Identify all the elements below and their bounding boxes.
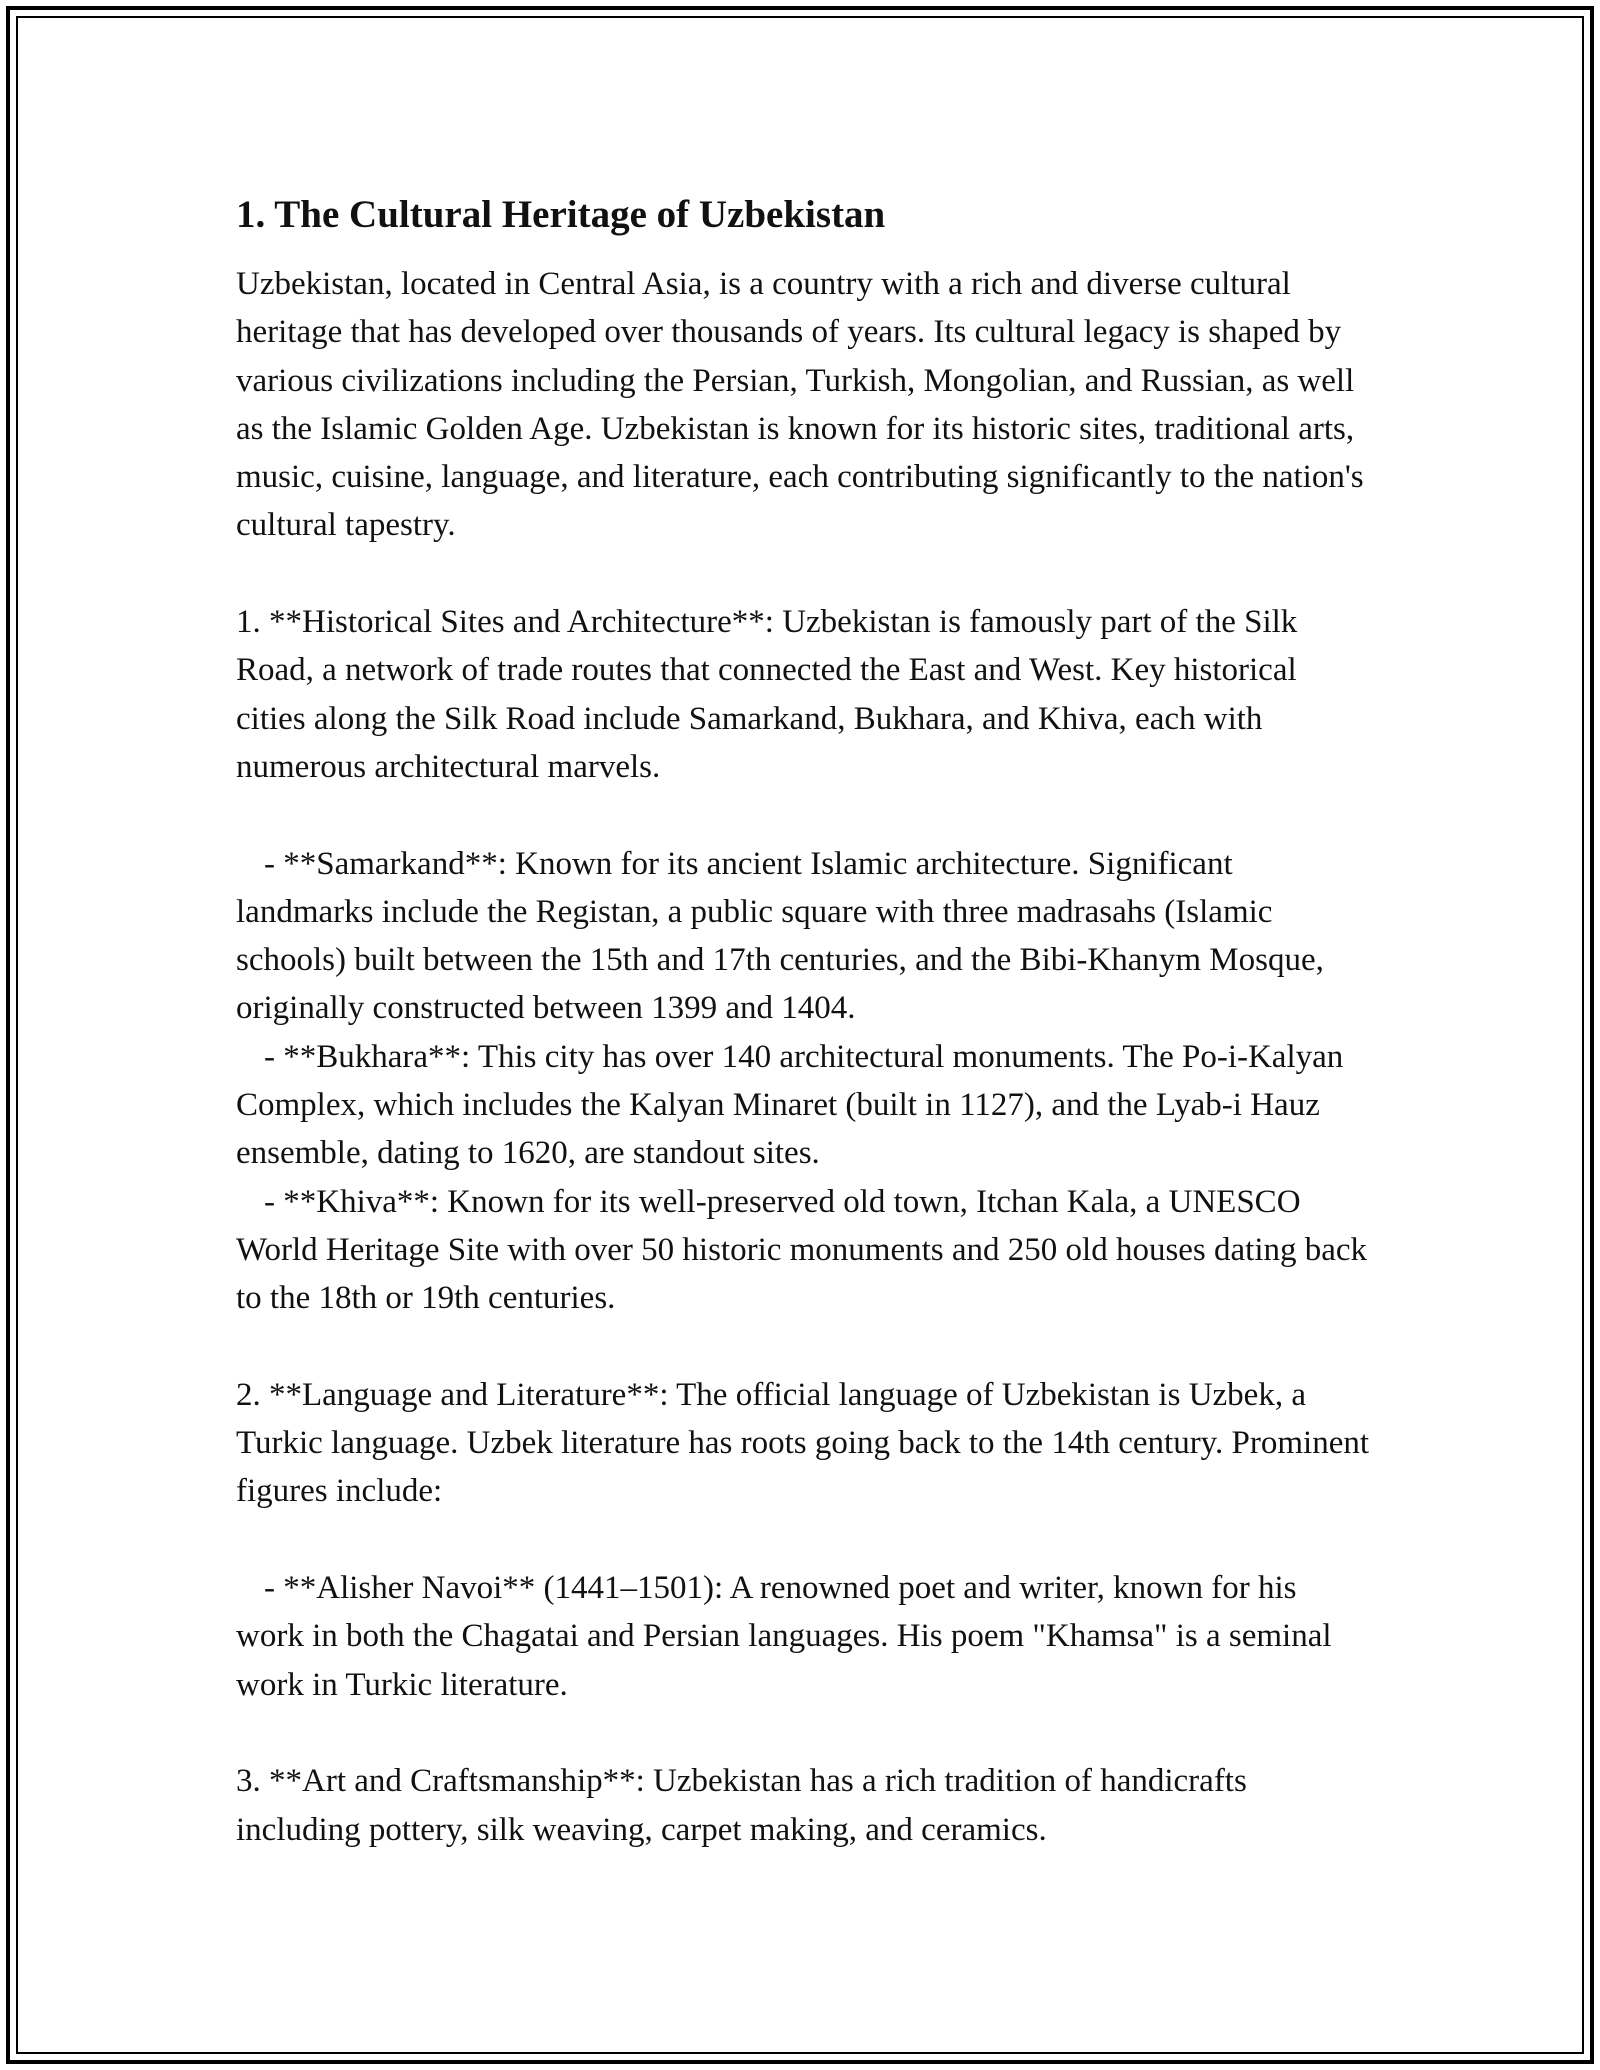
list-item-alisher-navoi: - **Alisher Navoi** (1441–1501): A renowned poet and writer, known for his work in both the Chagatai and Persian languages. His poem "Khamsa" is a seminal work in Turkic literature.: [236, 1570, 1332, 1703]
document-title: 1. The Cultural Heritage of Uzbekistan: [236, 193, 886, 236]
paragraph-gap: [236, 1516, 1371, 1564]
section-historical-sites: 1. **Historical Sites and Architecture**: Uzbekistan is famously part of the Silk Road, a network of trade routes that connected the East and West. Key historical cities along the Silk Road include Samarkand, Bukhara, and Khiva, each with numerous architectural marvels.: [236, 604, 1298, 785]
list-item-bukhara: - **Bukhara**: This city has over 140 architectural monuments. The Po-i-Kalyan Complex, which includes the Kalyan Minaret (built in 1127), and the Lyab-i Hauz ensemble, dating to 1620, are standout sites.: [236, 1038, 1344, 1172]
list-item-khiva: - **Khiva**: Known for its well-preserved old town, Itchan Kala, a UNESCO World Heritage Site with over 50 historic monuments and 250 old houses dating back to the 18th or 19th centuries.: [236, 1183, 1368, 1317]
paragraph-gap: [236, 791, 1371, 839]
paragraph-gap: [236, 550, 1371, 598]
section-language-literature: 2. **Language and Literature**: The official language of Uzbekistan is Uzbek, a Turkic language. Uzbek literature has roots going back to the 14th century. Prominent figures include:: [236, 1376, 1370, 1510]
section-art-craftsmanship: 3. **Art and Craftsmanship**: Uzbekistan has a rich tradition of handicrafts including pottery, silk weaving, carpet making, and ceramics.: [236, 1763, 1247, 1848]
paragraph-gap: [236, 1709, 1371, 1757]
intro-paragraph: Uzbekistan, located in Central Asia, is a country with a rich and diverse cultural heritage that has developed over thousands of years. Its cultural legacy is shaped by various civilizations including the Persian, Turkish, Mongolian, and Russian, as well as the Islamic Golden Age. Uzbekistan is known for its historic sites, traditional arts, music, cuisine, language, and literature, each contributing significantly to the nation's cultural tapestry.: [236, 266, 1364, 544]
document-body: [236, 190, 1371, 1854]
paragraph-gap: [236, 1323, 1371, 1371]
list-item-samarkand: - **Samarkand**: Known for its ancient Islamic architecture. Significant landmarks include the Registan, a public square with three madrasahs (Islamic schools) built between the 15th and 17th centuries, and the Bibi-Khanym Mosque, originally constructed between 1399 and 1404.: [236, 845, 1324, 1027]
